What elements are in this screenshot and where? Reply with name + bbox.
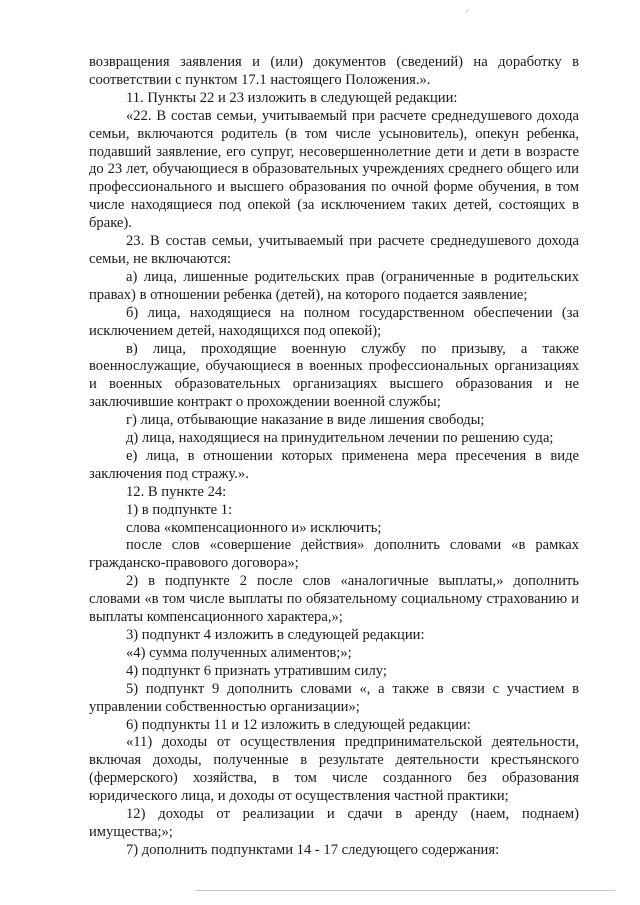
paragraph-words-exclude: слова «компенсационного и» исключить; — [126, 519, 382, 536]
paragraph-item-12: 12. В пункте 24: — [126, 483, 227, 500]
paragraph-continuation: возвращения заявления и (или) документов (сведений) на доработку в соответствии с пунктом 17.1 настоящего Положения.». — [89, 54, 579, 88]
paragraph-quote-11: «11) доходы от осуществления предпринимательской деятельности, включая доходы, полученные в результате деятельности крестьянского (фермерского) хозяйства, в том числе созданного без образования юридического лица, и доходы от осуществления частной практики; — [89, 734, 579, 805]
paragraph-subitem-e: е) лица, в отношении которых применена мера пресечения в виде заключения под стражу.». — [89, 447, 579, 482]
paragraph-subitem-g: г) лица, отбывающие наказание в виде лишения свободы; — [126, 412, 485, 429]
paragraph-item-11: 11. Пункты 22 и 23 изложить в следующей редакции: — [126, 89, 458, 106]
paragraph-subpoint-3: 3) подпункт 4 изложить в следующей редакции: — [126, 627, 425, 643]
paragraph-subpoint-5: 5) подпункт 9 дополнить словами «, а также в связи с участием в управлении собственностью организации»; — [89, 680, 579, 715]
paragraph-subpoint-6: 6) подпункты 11 и 12 изложить в следующей редакции: — [126, 716, 471, 733]
paragraph-subpoint-1: 1) в подпункте 1: — [126, 501, 233, 518]
paragraph-subitem-a: а) лица, лишенные родительских прав (ограниченные в родительских правах) в отношении ребенка (детей), на которого подается заявление; — [89, 268, 579, 303]
paragraph-subitem-v: в) лица, проходящие военную службу по призыву, а также военнослужащие, обучающиеся в военных профессиональных организациях и военных образовательных организациях высшего образования и не заключившие контракт о прохождении военной службы; — [89, 340, 579, 411]
paragraph-clause-23: 23. В состав семьи, учитываемый при расчете среднедушевого дохода семьи, не включаются: — [89, 233, 579, 267]
paragraph-subpoint-7: 7) дополнить подпунктами 14 - 17 следующего содержания: — [126, 841, 500, 858]
paragraph-words-add: после слов «совершение действия» дополнить словами «в рамках гражданско-правового договора»; — [89, 537, 579, 572]
document-body — [89, 54, 579, 860]
paragraph-quote-4: «4) сумма полученных алиментов;»; — [126, 644, 352, 661]
paragraph-subitem-d: д) лица, находящиеся на принудительном лечении по решению суда; — [126, 430, 554, 447]
paragraph-subpoint-4: 4) подпункт 6 признать утратившим силу; — [126, 662, 387, 679]
page-bottom-rule — [195, 890, 615, 891]
paragraph-quote-12: 12) доходы от реализации и сдачи в аренду (наем, поднаем) имущества;»; — [89, 806, 579, 840]
paragraph-subpoint-2: 2) в подпункте 2 после слов «аналогичные выплаты,» дополнить словами «в том числе выплаты по обязательному социальному страхованию и выплаты компенсационного характера,»; — [89, 573, 579, 626]
paragraph-subitem-b: б) лица, находящиеся на полном государственном обеспечении (за исключением детей, находящихся под опекой); — [89, 304, 579, 339]
scan-mark — [465, 9, 471, 15]
paragraph-clause-22: «22. В состав семьи, учитываемый при расчете среднедушевого дохода семьи, включаются родитель (в том числе усыновитель), опекун ребенка, подавший заявление, его супруг, несовершеннолетние дети и дети в возрасте до 23 лет, обучающиеся в образовательных учреждениях среднего общего или профессионального и высшего образования по очной форме обучения, в том числе находящиеся под опекой (за исключением таких детей, состоящих в браке). — [89, 107, 579, 232]
